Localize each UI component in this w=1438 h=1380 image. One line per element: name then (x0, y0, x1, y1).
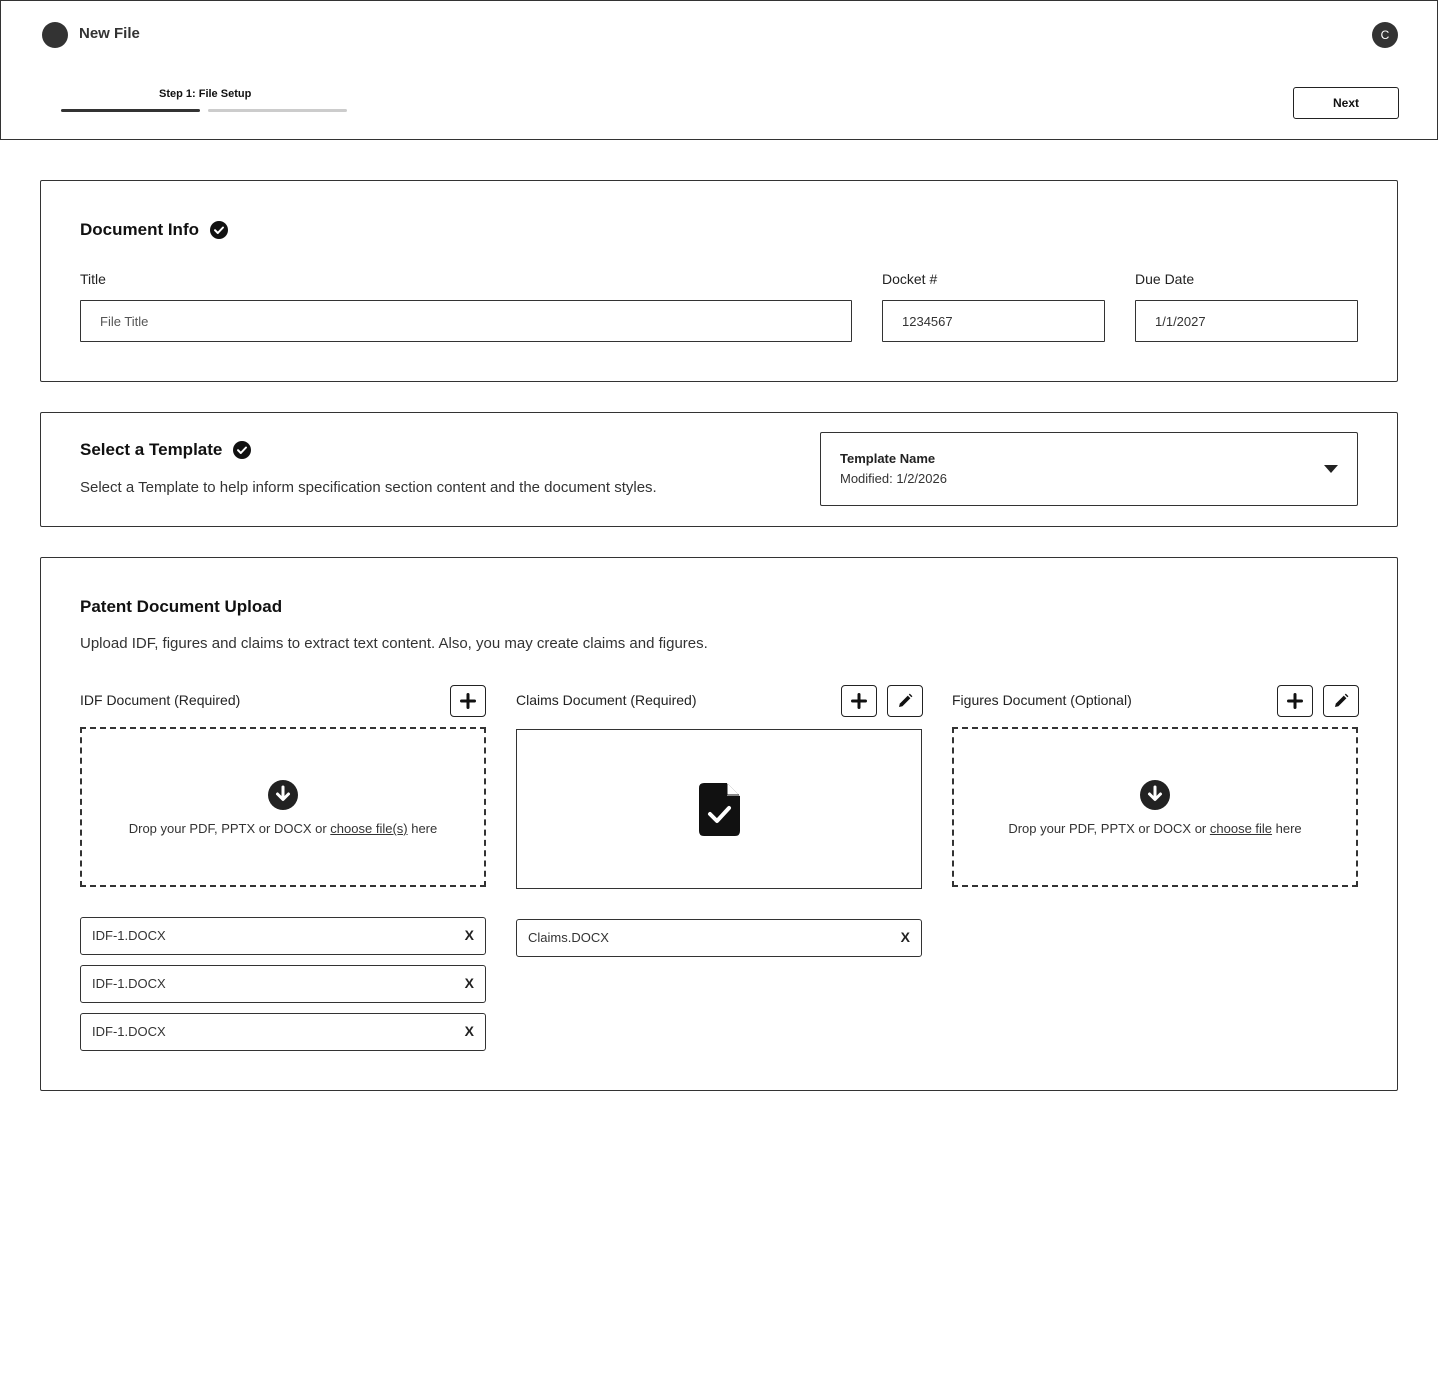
user-avatar[interactable]: C (1372, 22, 1398, 48)
remove-file-button[interactable]: X (464, 1023, 474, 1039)
idf-drop-text (82, 821, 484, 836)
claims-label: Claims Document (Required) (516, 692, 697, 708)
due-date-input[interactable] (1135, 300, 1358, 342)
due-date-label: Due Date (1135, 271, 1195, 287)
remove-file-button[interactable]: X (464, 975, 474, 991)
docket-label: Docket # (882, 271, 938, 287)
idf-file-chip (80, 917, 486, 955)
figures-drop-text (954, 821, 1356, 836)
claims-file-chip (516, 919, 922, 957)
upload-title: Patent Document Upload (80, 597, 283, 616)
idf-choose-files-link[interactable]: choose file(s) (330, 821, 408, 836)
plus-icon (460, 693, 476, 709)
app-header (0, 0, 1438, 68)
idf-file-chip (80, 1013, 486, 1051)
template-modified: Modified: 1/2/2026 (840, 471, 947, 486)
figures-edit-button[interactable] (1323, 685, 1359, 717)
title-input[interactable] (80, 300, 852, 342)
figures-drop-prefix: Drop your PDF, PPTX or DOCX or (1008, 821, 1210, 836)
file-name: Claims.DOCX (528, 930, 609, 945)
next-button[interactable]: Next (1293, 87, 1399, 119)
file-name: IDF-1.DOCX (92, 928, 166, 943)
upload-description: Upload IDF, figures and claims to extract text content. Also, you may create claims and figures. (80, 635, 708, 652)
remove-file-button[interactable]: X (900, 929, 910, 945)
figures-add-button[interactable] (1277, 685, 1313, 717)
figures-label: Figures Document (Optional) (952, 692, 1132, 708)
idf-drop-prefix: Drop your PDF, PPTX or DOCX or (128, 821, 331, 836)
file-name: IDF-1.DOCX (92, 976, 166, 991)
idf-add-button[interactable] (450, 685, 486, 717)
idf-dropzone[interactable] (80, 727, 486, 887)
idf-file-chip (80, 965, 486, 1003)
page-title: New File (79, 25, 140, 42)
figures-drop-suffix: here (1272, 821, 1302, 836)
idf-drop-suffix: here (407, 821, 438, 836)
plus-icon (851, 693, 867, 709)
template-name: Template Name (840, 451, 936, 466)
check-circle-icon (233, 441, 251, 459)
step-2-progress (208, 109, 347, 112)
document-info-title: Document Info (80, 220, 199, 239)
check-circle-icon (210, 221, 228, 239)
figures-choose-file-link[interactable]: choose file (1209, 821, 1273, 836)
step-bar (0, 67, 1438, 140)
pencil-icon (897, 693, 913, 709)
template-dropdown[interactable] (820, 432, 1358, 506)
download-circle-icon (1140, 780, 1170, 810)
claims-add-button[interactable] (841, 685, 877, 717)
idf-label: IDF Document (Required) (80, 692, 241, 708)
upload-heading (80, 597, 282, 617)
template-description: Select a Template to help inform specification section content and the document styles. (80, 479, 657, 496)
patent-upload-card (40, 557, 1398, 1091)
download-circle-icon (268, 780, 298, 810)
template-card (40, 412, 1398, 527)
remove-file-button[interactable]: X (464, 927, 474, 943)
template-title: Select a Template (80, 440, 223, 459)
app-logo (42, 22, 68, 48)
figures-dropzone[interactable] (952, 727, 1358, 887)
step-1-progress (61, 109, 200, 112)
file-name: IDF-1.DOCX (92, 1024, 166, 1039)
file-check-icon (699, 783, 740, 836)
template-heading (80, 440, 251, 460)
claims-edit-button[interactable] (887, 685, 923, 717)
document-info-heading (80, 220, 228, 240)
title-label: Title (80, 271, 106, 287)
document-info-card (40, 180, 1398, 382)
plus-icon (1287, 693, 1303, 709)
claims-document-preview[interactable] (516, 729, 922, 889)
docket-input[interactable] (882, 300, 1105, 342)
pencil-icon (1333, 693, 1349, 709)
chevron-down-icon (1324, 465, 1338, 473)
step-label: Step 1: File Setup (159, 88, 252, 100)
